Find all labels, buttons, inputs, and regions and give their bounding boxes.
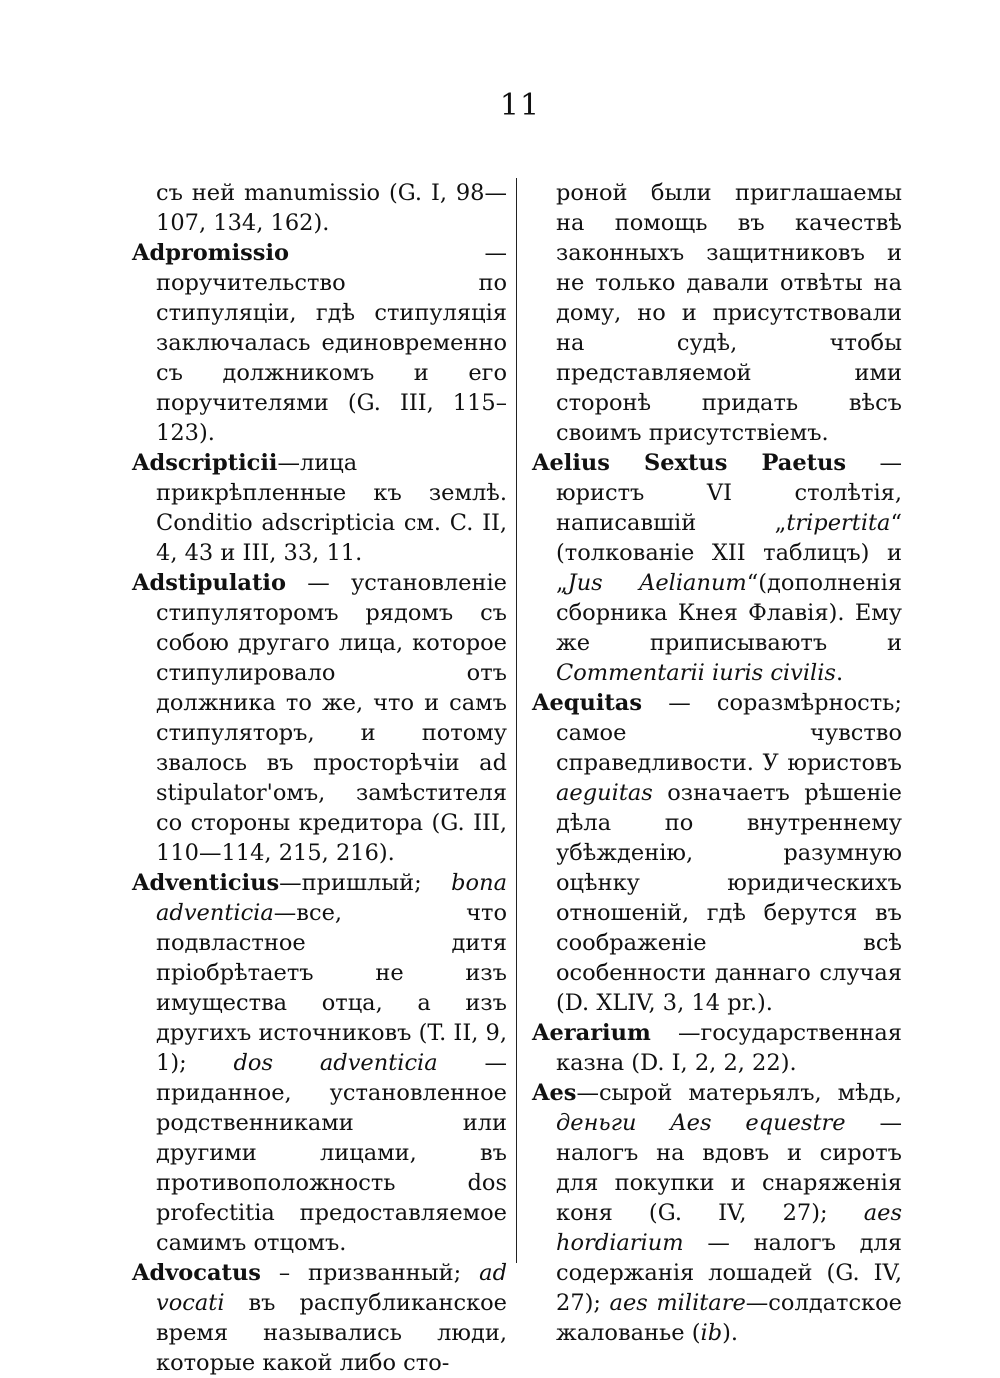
entry-aelius-sextus-paetus xyxy=(532,448,902,688)
entry-adscripticii xyxy=(132,448,507,568)
latin-term: bona adventicia xyxy=(156,870,507,926)
entry-aequitas xyxy=(532,688,902,1018)
headword: Aerarium xyxy=(532,1020,651,1046)
definition: означаетъ рѣшеніе дѣла по внутреннему убѣжденію, разумную оцѣнку юридическихъ отношеній, гдѣ берутся въ соображеніе всѣ особенности даннаго случая (D. XLIV, 3, 14 pr.). xyxy=(556,780,902,1016)
continuation-text: съ ней manumissio (G. I, 98—107, 134, 162). xyxy=(156,180,507,236)
definition: —сырой матерьялъ, мѣдь, xyxy=(576,1080,902,1106)
definition: — налогъ на вдовъ и сиротъ для покупки и снаряженія коня (G. IV, 27); xyxy=(556,1110,903,1226)
headword: Aes xyxy=(532,1080,577,1106)
definition: —лица прикрѣпленные къ землѣ. Conditio adscripticia см. C. II, 4, 43 и III, 33, 11. xyxy=(156,450,507,566)
latin-term: dos adventicia xyxy=(233,1050,438,1076)
entry-aerarium xyxy=(532,1018,902,1078)
right-column xyxy=(532,178,902,1348)
headword: Adstipulatio xyxy=(132,570,286,596)
headword: Advocatus xyxy=(132,1260,261,1286)
headword: Aelius Sextus Paetus xyxy=(532,450,847,476)
definition: —все, что подвластное дитя пріобрѣтаетъ не изъ имущества отца, а изъ другихъ источниковъ (T. II, 9, 1); xyxy=(156,900,507,1076)
page-number: 11 xyxy=(499,88,541,123)
definition: – призванный; xyxy=(260,1260,480,1286)
definition: “ (толкованіе XII таблицъ) и „ xyxy=(556,510,902,596)
headword: Adventicius xyxy=(132,870,280,896)
definition: . xyxy=(835,660,844,686)
definition: —пришлый; xyxy=(279,870,452,896)
definition: ). xyxy=(722,1320,739,1346)
latin-term: Jus Aelianum xyxy=(567,570,747,596)
definition: — установленіе стипуляторомъ рядомъ съ собою другаго лица, которое стипулировало отъ должника то же, что и самъ стипуляторъ, и потому звалось въ просторѣчіи ad stipulator'омъ, замѣстителя со стороны кредитора (G. III, 110—114, 215, 216). xyxy=(156,570,507,866)
column-divider xyxy=(516,178,517,1263)
latin-term: Commentarii iuris civilis xyxy=(556,660,836,686)
definition: —государственная казна (D. I, 2, 2, 22). xyxy=(556,1020,902,1076)
continuation-text: роной были приглашаемы на помощь въ качествѣ законныхъ защитниковъ и не только давали отвѣты на дому, но и присутствовали на судѣ, чтобы представляемой ими сторонѣ придать вѣсъ своимъ присутствіемъ. xyxy=(556,180,902,446)
latin-term: aes hordiarium xyxy=(556,1200,902,1256)
latin-term: aes militare xyxy=(609,1290,746,1316)
definition: въ распубликанское время назывались люди, которые какой либо сто- xyxy=(156,1290,507,1376)
latin-term: aeguitas xyxy=(556,780,653,806)
entry-adstipulatio xyxy=(132,568,507,868)
entry-adventicius xyxy=(132,868,507,1258)
headword: Adpromissio xyxy=(132,240,290,266)
definition: — приданное, установленное родственниками или другими лицами, въ противоположность dos profectitia предоставляемое самимъ отцомъ. xyxy=(156,1050,508,1256)
latin-term: ib xyxy=(700,1320,723,1346)
latin-term: ad vocati xyxy=(156,1260,507,1316)
latin-term: деньги Aes equestre xyxy=(556,1110,846,1136)
entry-advocatus xyxy=(132,1258,507,1378)
entry-aes xyxy=(532,1078,902,1348)
left-column xyxy=(132,178,507,1378)
definition: — налогъ для содержанія лошадей (G. IV, 27); xyxy=(556,1230,902,1316)
definition: — соразмѣрность; самое чувство справедливости. У юристовъ xyxy=(556,690,902,776)
headword: Adscripticii xyxy=(132,450,278,476)
definition: “(дополненія сборника Кнея Флавія). Ему же приписываютъ и xyxy=(556,570,902,656)
definition: — юристъ VI столѣтія, написавшій „ xyxy=(556,450,902,536)
definition: — поручительство по стипуляціи, гдѣ стипуляція заключалась единовременно съ должникомъ и его поручителями (G. III, 115–123). xyxy=(156,240,507,446)
latin-term: tripertita xyxy=(786,510,891,536)
entry-adpromissio xyxy=(132,238,507,448)
headword: Aequitas xyxy=(532,690,643,716)
definition: —солдатское жалованье ( xyxy=(556,1290,902,1346)
